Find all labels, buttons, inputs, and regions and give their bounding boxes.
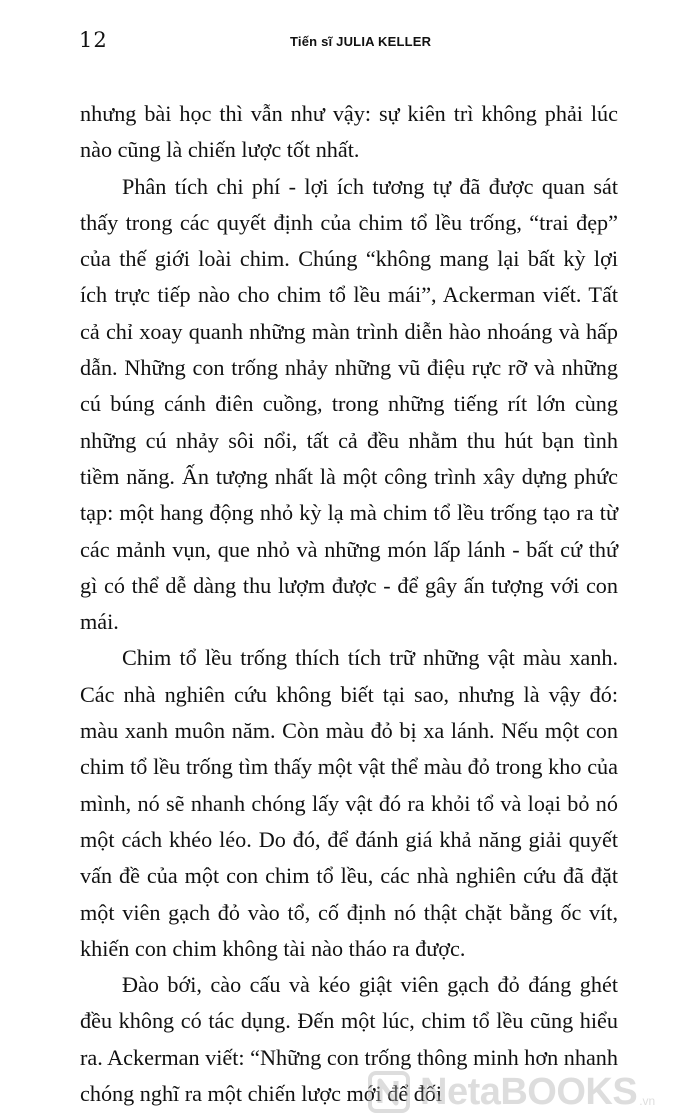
paragraph: Chim tổ lều trống thích tích trữ những vật màu xanh. Các nhà nghiên cứu không biết tại sao, nhưng là vậy đó: màu xanh muôn năm. Còn màu đỏ bị xa lánh. Nếu một con chim tổ lều trống tìm thấy một vật thể màu đỏ trong kho của mình, nó sẽ nhanh chóng lấy vật đó ra khỏi tổ và loại bỏ nó một cách khéo léo. Do đó, để đánh giá khả năng giải quyết vấn đề của một con chim tổ lều, các nhà nghiên cứu đã đặt một viên gạch đỏ vào tổ, cố định nó thật chặt bằng ốc vít, khiến con chim không tài nào tháo ra được. (80, 645, 618, 961)
paragraph-continued: nhưng bài học thì vẫn như vậy: sự kiên trì không phải lúc nào cũng là chiến lược tốt nhất. (80, 101, 618, 163)
page-number: 12 (79, 28, 108, 52)
paragraph: Phân tích chi phí - lợi ích tương tự đã được quan sát thấy trong các quyết định của chim tổ lều trống, “trai đẹp” của thế giới loài chim. Chúng “không mang lại bất kỳ lợi ích trực tiếp nào cho chim tổ lều mái”, Ackerman viết. Tất cả chỉ xoay quanh những màn trình diễn hào nhoáng và hấp dẫn. Những con trống nhảy những vũ điệu rực rỡ và những cú búng cánh điên cuồng, trong những tiếng rít lớn cùng những cú nhảy sôi nổi, tất cả đều nhằm thu hút bạn tình tiềm năng. Ấn tượng nhất là một công trình xây dựng phức tạp: một hang động nhỏ kỳ lạ mà chim tổ lều trống tạo ra từ các mảnh vụn, que nhỏ và những món lấp lánh - bất cứ thứ gì có thể dễ dàng thu lượm được - để gây ấn tượng với con mái. (80, 173, 618, 635)
body-text (80, 96, 618, 1112)
paragraph: Đào bới, cào cấu và kéo giật viên gạch đỏ đáng ghét đều không có tác dụng. Đến một lúc, chim tổ lều cũng hiểu ra. Ackerman viết: “Những con trống thông minh hơn nhanh chóng nghĩ ra một chiến lược mới để đối (80, 972, 618, 1107)
neta-logo-icon (368, 1069, 416, 1115)
running-head: Tiến sĩ JULIA KELLER (290, 34, 432, 49)
watermark (368, 1068, 698, 1116)
watermark-brand: NetaBOOKS (420, 1071, 638, 1113)
watermark-suffix: .vn (639, 1094, 656, 1108)
